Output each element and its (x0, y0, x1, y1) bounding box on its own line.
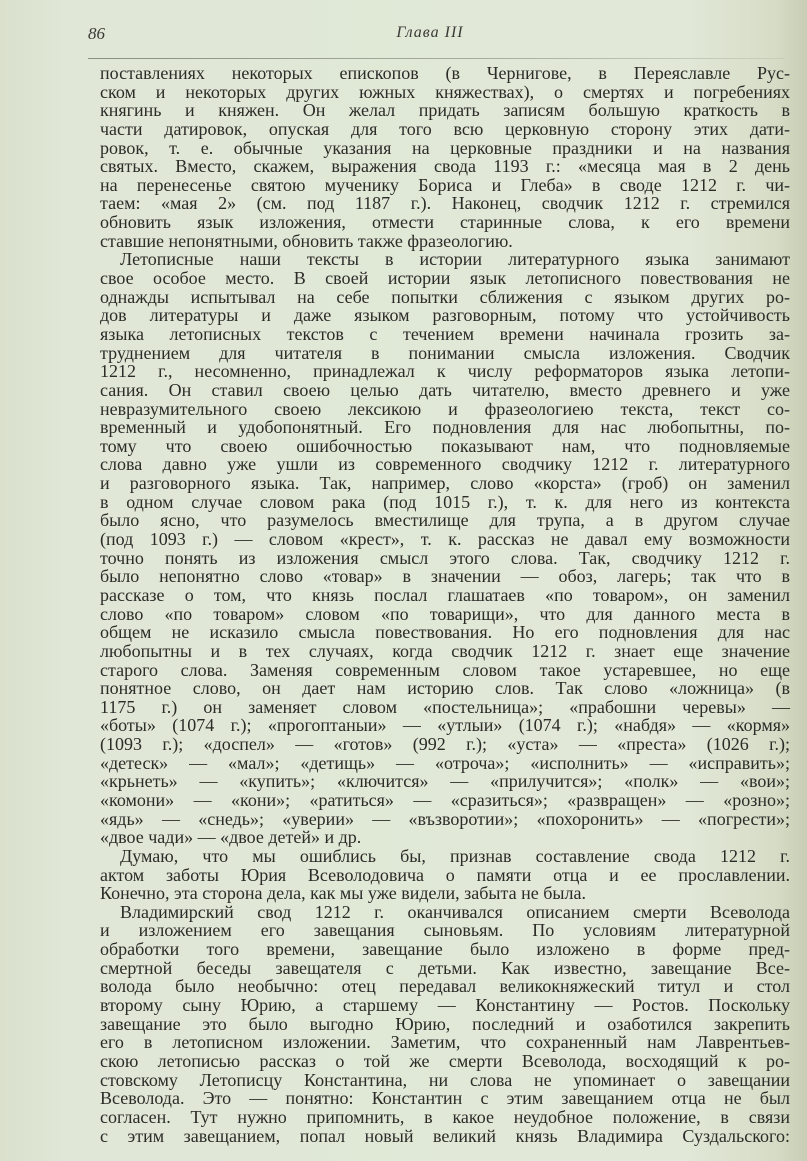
text-line: было ясно, что разумелось вместилище для трупа, а в другом случае (100, 510, 790, 531)
paragraph (100, 64, 790, 250)
text-line: святых. Вместо, скажем, выражения свода 1193 г.: «месяца мая в 2 день (100, 156, 790, 177)
text-line: старого слова. Заменяя современным словом такое устаревшее, но еще (100, 659, 790, 680)
text-line: (под 1093 г.) — словом «крест», т. к. рассказ не давал ему возможности (100, 529, 790, 550)
text-line: согласен. Тут нужно припомнить, в какое неудобное положение, в связи (100, 1106, 790, 1127)
page-number: 86 (88, 24, 105, 43)
text-line: Владимирский свод 1212 г. оканчивался описанием смерти Всеволода (120, 901, 790, 922)
text-line: и изложением его завещания сыновьям. По условиям литературной (100, 920, 790, 941)
text-line: дов литературы и даже языком разговорным, потому что устойчивость (100, 305, 790, 326)
text-line: с этим завещанием, попал новый великий князь Владимира Суздальского: (100, 1125, 790, 1146)
text-line: сания. Он ставил своею целью дать читателю, вместо древнего и уже (100, 379, 790, 400)
text-line: таем: «мая 2» (см. под 1187 г.). Наконец, сводчик 1212 г. стремился (100, 193, 790, 214)
text-line: смертной беседы завещателя с детьми. Как известно, завещание Все- (100, 957, 790, 978)
text-line: «детеск» — «мал»; «детищь» — «отроча»; «исполнить» — «исправить»; (100, 752, 790, 773)
text-line: точно понять из изложения смысл этого слова. Так, сводчику 1212 г. (100, 547, 790, 568)
text-line: слово «по товаром» словом «по товарищи», что для данного места в (100, 603, 790, 624)
text-line: актом заботы Юрия Всеволодовича о памяти отца и ее прославлении. (100, 864, 790, 885)
text-line: Летописные наши тексты в истории литературного языка занимают (120, 249, 790, 270)
text-line: свое особое место. В своей истории язык летописного повествования не (100, 268, 790, 289)
text-line: «крьнеть» — «купить»; «ключится» — «прилучится»; «полк» — «вои»; (100, 771, 790, 792)
body-text (100, 64, 790, 1145)
text-line: второму сыну Юрию, а старшему — Константину — Ростов. Поскольку (100, 995, 790, 1016)
text-line: в одном случае словом рака (под 1015 г.), т. к. для него из контекста (100, 491, 790, 512)
running-head-chapter: Глава III (396, 24, 464, 41)
text-line: Всеволода. Это — понятно: Константин с этим завещанием отца не был (100, 1088, 790, 1109)
text-line: слова давно уже ушли из современного сводчику 1212 г. литературного (100, 454, 790, 475)
header-rule (88, 58, 785, 59)
text-line: временный и удобопонятный. Его подновления для нас любопытны, по- (100, 417, 790, 438)
text-line: княгинь и княжен. Он желал придать записям большую краткость в (100, 100, 790, 121)
text-line: любопытны и в тех случаях, когда сводчик 1212 г. знает еще значение (100, 640, 790, 661)
text-line: обработки того времени, завещание было изложено в форме пред- (100, 939, 790, 960)
text-line: ставшие непонятными, обновить также фразеологию. (100, 230, 513, 251)
paragraph (100, 847, 790, 903)
text-line: труднением для читателя в понимании смысла изложения. Сводчик (100, 342, 790, 363)
text-line: (1093 г.); «доспел» — «готов» (992 г.); «уста» — «преста» (1026 г.); (100, 734, 790, 755)
text-line: понятное слово, он дает нам историю слов. Так слово «ложница» (в (100, 678, 790, 699)
text-line: «ядь» — «снедь»; «уверии» — «възворотии»; «похоронить» — «погрести»; (100, 808, 790, 829)
text-line: Думаю, что мы ошиблись бы, признав составление свода 1212 г. (120, 845, 790, 866)
text-line: ском и некоторых других южных княжествах), о смертях и погребениях (100, 81, 790, 102)
text-line: Конечно, эта сторона дела, как мы уже видели, забыта не была. (100, 883, 586, 904)
text-line: и разговорного языка. Так, например, слово «корста» (гроб) он заменил (100, 473, 790, 494)
paragraph (100, 250, 790, 847)
text-line: общем не исказило смысла повествования. Но его подновления для нас (100, 622, 790, 643)
text-line: на перенесенье святою мученику Бориса и Глеба» в своде 1212 г. чи- (100, 174, 790, 195)
text-line: «комони» — «кони»; «ратиться» — «сразиться»; «развращен» — «розно»; (100, 789, 790, 810)
text-line: завещание это было выгодно Юрию, последний и озаботился закрепить (100, 1013, 790, 1034)
text-line: было непонятно слово «товар» в значении — обоз, лагерь; так что в (100, 566, 790, 587)
text-line: стовскому Летописцу Константина, ни слова не упоминает о завещании (100, 1069, 790, 1090)
text-line: ровок, т. е. обычные указания на церковные праздники и на названия (100, 137, 790, 158)
text-line: невразумительного своею лексикою и фразеологиею текста, текст со- (100, 398, 790, 419)
text-line: «двое чади» — «двое детей» и др. (100, 827, 362, 848)
text-line: однажды испытывал на себе попытки сближения с языком других ро- (100, 286, 790, 307)
text-line: тому что своею ошибочностью показывают нам, что подновляемые (100, 435, 790, 456)
text-line: языка летописных текстов с течением времени начинала грозить за- (100, 323, 790, 344)
text-line: волода было необычно: отец передавал великокняжеский титул и стол (100, 976, 790, 997)
text-line: поставлениях некоторых епископов (в Чернигове, в Переяславле Рус- (100, 63, 790, 83)
text-line: обновить язык изложения, отмести старинные слова, к его времени (100, 212, 790, 233)
text-line: части датировок, опуская для того всю церковную сторону этих дати- (100, 118, 790, 139)
text-line: его в летописном изложении. Заметим, что сохраненный нам Лаврентьев- (100, 1032, 790, 1053)
text-line: 1212 г., несомненно, принадлежал к числу реформаторов языка летопи- (100, 361, 790, 382)
text-line: «боты» (1074 г.); «прогоптаныи» — «утлыи» (1074 г.); «набдя» — «кормя» (100, 715, 790, 736)
text-line: скою летописью рассказ о той же смерти Всеволода, восходящий к ро- (100, 1050, 790, 1071)
text-line: рассказе о том, что князь послал глашатаев «по товаром», он заменил (100, 584, 790, 605)
paragraph (100, 903, 790, 1145)
text-line: 1175 г.) он заменяет словом «постельница»; «прабошни черевы» — (100, 696, 790, 717)
